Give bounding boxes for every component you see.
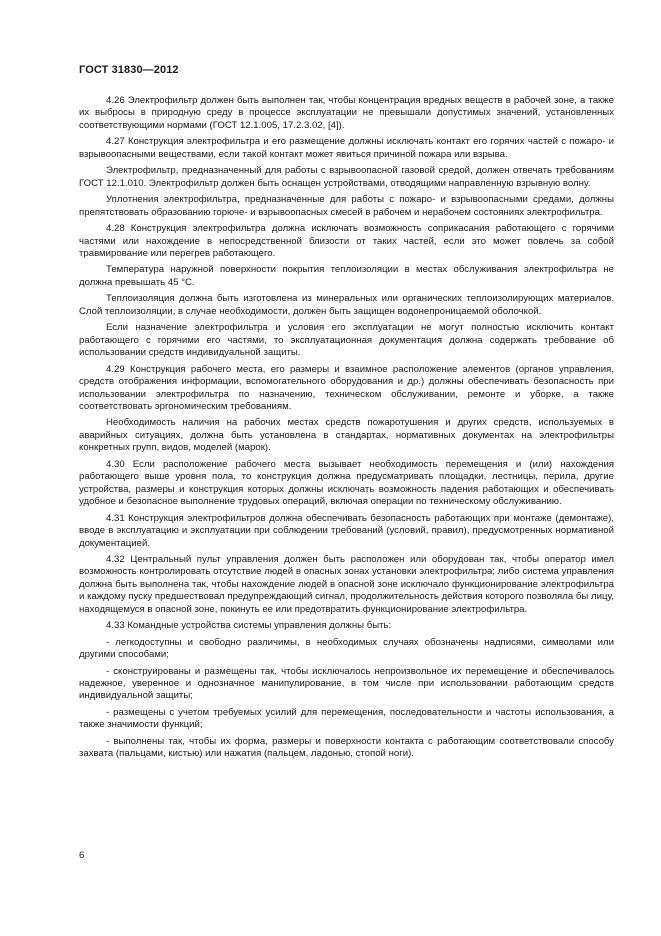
paragraph-4-30: 4.30 Если расположение рабочего места вызывает необходимость перемещения и (или) нахождения работающего выше уровня пола, то конструкция должна предусматривать площадки, лестницы, перила, другие устройства, размеры и конструкция которых должны исключать возможность падения работающих и обеспечивать удобное и безопасное выполнение трудовых операций, включая операции по техническому обслуживанию. (79, 458, 614, 508)
paragraph-4-32: 4.32 Центральный пульт управления должен быть расположен или оборудован так, чтобы оператор имел возможность контролировать отсутствие людей в опасных зонах установки электрофильтра; либо система управления должна быть выполнена так, чтобы нахождение людей в опасной зоне исключало функционирование электрофильтра и каждому пуску предшествовал предупреждающий сигнал, продолжительность действия которого позволяла бы лицу, находящемуся в опасной зоне, покинуть ее или предотвратить функционирование электрофильтра. (79, 553, 614, 615)
list-item: - выполнены так, чтобы их форма, размеры и поверхности контакта с работающим соответствовали способу захвата (пальцами, кистью) или нажатия (пальцем, ладонью, стопой ноги). (79, 735, 614, 760)
paragraph-4-26: 4.26 Электрофильтр должен быть выполнен так, чтобы концентрация вредных веществ в рабочей зоне, а также их выбросы в природную среду в процессе эксплуатации не превышали допустимых значений, установленных соответствующими нормами (ГОСТ 12.1.005, 17.2.3.02, [4]). (79, 95, 614, 131)
paragraph: Если назначение электрофильтра и условия его эксплуатации не могут полностью исключить контакт работающего с горячими его частями, то эксплуатационная документация должна содержать требование об использовании средств индивидуальной защиты. (79, 322, 614, 359)
paragraph-4-27: 4.27 Конструкция электрофильтра и его размещение должны исключать контакт его горячих частей с пожаро- и взрывоопасными веществами, если такой контакт может явиться причиной пожара или взрыва. (79, 136, 614, 160)
paragraph: Теплоизоляция должна быть изготовлена из минеральных или органических теплоизолирующих материалов. Слой теплоизоляции, в случае необходимости, должен быть защищен водонепроницаемой оболочкой. (79, 293, 614, 317)
paragraph-4-28: 4.28 Конструкция электрофильтра должна исключать возможность соприкасания работающего с горячими частями или нахождение в непосредственной близости от таких частей, если это может повлечь за собой травмирование или перегрев работающего. (79, 223, 614, 259)
list-item: - размещены с учетом требуемых усилий для перемещения, последовательности и частоты использования, а также значимости функций; (79, 706, 614, 731)
page-number: 6 (79, 850, 85, 861)
paragraph-4-29: 4.29 Конструкция рабочего места, его размеры и взаимное расположение элементов (органов управления, средств отображения информации, вспомогательного оборудования и др.) должны обеспечивать безопасность при использовании электрофильтра по назначению, техническом обслуживании, ремонте и уборке, а также соответствовать эргономическим требованиям. (79, 363, 614, 412)
paragraph: Уплотнения электрофильтра, предназначенные для работы с пожаро- и взрывоопасными средами, должны препятствовать образованию горюче- и взрывоопасных смесей в рабочем и нерабочем состояниях электрофильтра. (79, 194, 614, 218)
document-header (79, 64, 179, 76)
standard-code: ГОСТ 31830—2012 (79, 64, 179, 76)
paragraph: Температура наружной поверхности покрытия теплоизоляции в местах обслуживания электрофильтра не должна превышать 45 °С. (79, 264, 614, 288)
list-item: - сконструированы и размещены так, чтобы исключалось непроизвольное их перемещение и обеспечивалось надежное, уверенное и однозначное манипулирование, в том числе при использовании работающим средств индивидуальной защиты; (79, 665, 614, 702)
list-item: - легкодоступны и свободно различимы, в необходимых случаях обозначены надписями, символами или другими способами; (79, 636, 614, 661)
paragraph: Электрофильтр, предназначенный для работы с взрывоопасной газовой средой, должен отвечать требованиям ГОСТ 12.1.010. Электрофильтр должен быть оснащен устройствами, отводящими направленную взрывную волну. (79, 165, 614, 189)
document-body (79, 95, 614, 765)
paragraph: Необходимость наличия на рабочих местах средств пожаротушения и других средств, используемых в аварийных ситуациях, должна быть установлена в стандартах, нормативных документах на электрофильтры конкретных групп, видов, моделей (марок). (79, 417, 614, 454)
paragraph-4-33: 4.33 Командные устройства системы управления должны быть: (106, 620, 392, 632)
paragraph-4-31: 4.31 Конструкция электрофильтров должна обеспечивать безопасность работающих при монтаже (демонтаже), вводе в эксплуатацию и эксплуатации при соблюдении требований (условий, правил), предусмотренных нормативной документацией. (79, 512, 614, 549)
